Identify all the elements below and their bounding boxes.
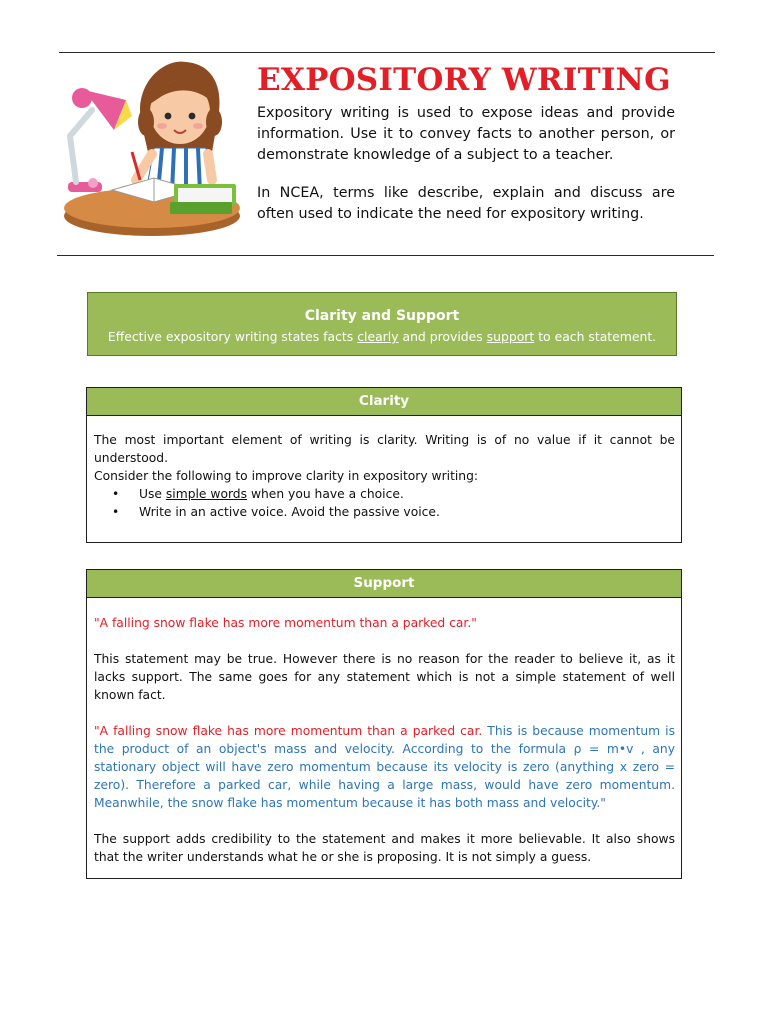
support-heading: Support [87, 570, 681, 598]
list-item: • Use simple words when you have a choice. [112, 487, 404, 501]
page-title: EXPOSITORY WRITING [257, 62, 671, 98]
clarity-heading: Clarity [87, 388, 681, 416]
clearly-underline: clearly [357, 329, 399, 344]
clarity-consider: Consider the following to improve clarity in expository writing: [94, 469, 479, 483]
bullet-icon: • [112, 505, 120, 519]
support-conclusion: The support adds credibility to the statement and makes it more believable. It also shows that the writer understands what he or she is proposing. It is not simply a guess. [94, 832, 675, 864]
list-item: • Write in an active voice. Avoid the passive voice. [112, 505, 440, 519]
support-underline: support [486, 329, 535, 344]
clarity-section [86, 387, 682, 543]
supported-quote: "A falling snow flake has more momentum than a parked car. This is because momentum is the product of an object's mass and velocity. According to the formula ρ = m•v , any stationary object will have zero momentum because its velocity is zero (anything x zero = zero). Therefore a parked car, while having a large mass, would have zero momentum. Meanwhile, the snow flake has momentum because it has both mass and velocity." [94, 724, 675, 810]
support-explanation: This statement may be true. However there is no reason for the reader to believe it, as it lacks support. The same goes for any statement which is not a simple statement of well known fact. [94, 652, 675, 702]
clarity-support-banner [87, 292, 677, 356]
intro-paragraph-2: In NCEA, terms like describe, explain and discuss are often used to indicate the need for expository writing. [257, 185, 675, 222]
intro-paragraph-1: Expository writing is used to expose ideas and provide information. Use it to convey facts to another person, or demonstrate knowledge of a subject to a teacher. [257, 105, 675, 163]
support-section [86, 569, 682, 879]
bottom-rule [57, 255, 714, 256]
clarity-bullet-list [94, 485, 675, 521]
simple-words-underline: simple words [165, 487, 248, 501]
bullet-icon: • [112, 487, 120, 501]
top-rule [59, 52, 715, 53]
example-quote: "A falling snow flake has more momentum than a parked car." [94, 616, 477, 630]
banner-title: Clarity and Support [304, 308, 460, 324]
banner-text: Effective expository writing states facts clearly and provides support to each statement. [107, 329, 657, 344]
clarity-paragraph: The most important element of writing is clarity. Writing is of no value if it cannot be understood. [94, 433, 675, 465]
girl-studying-illustration [62, 56, 248, 242]
